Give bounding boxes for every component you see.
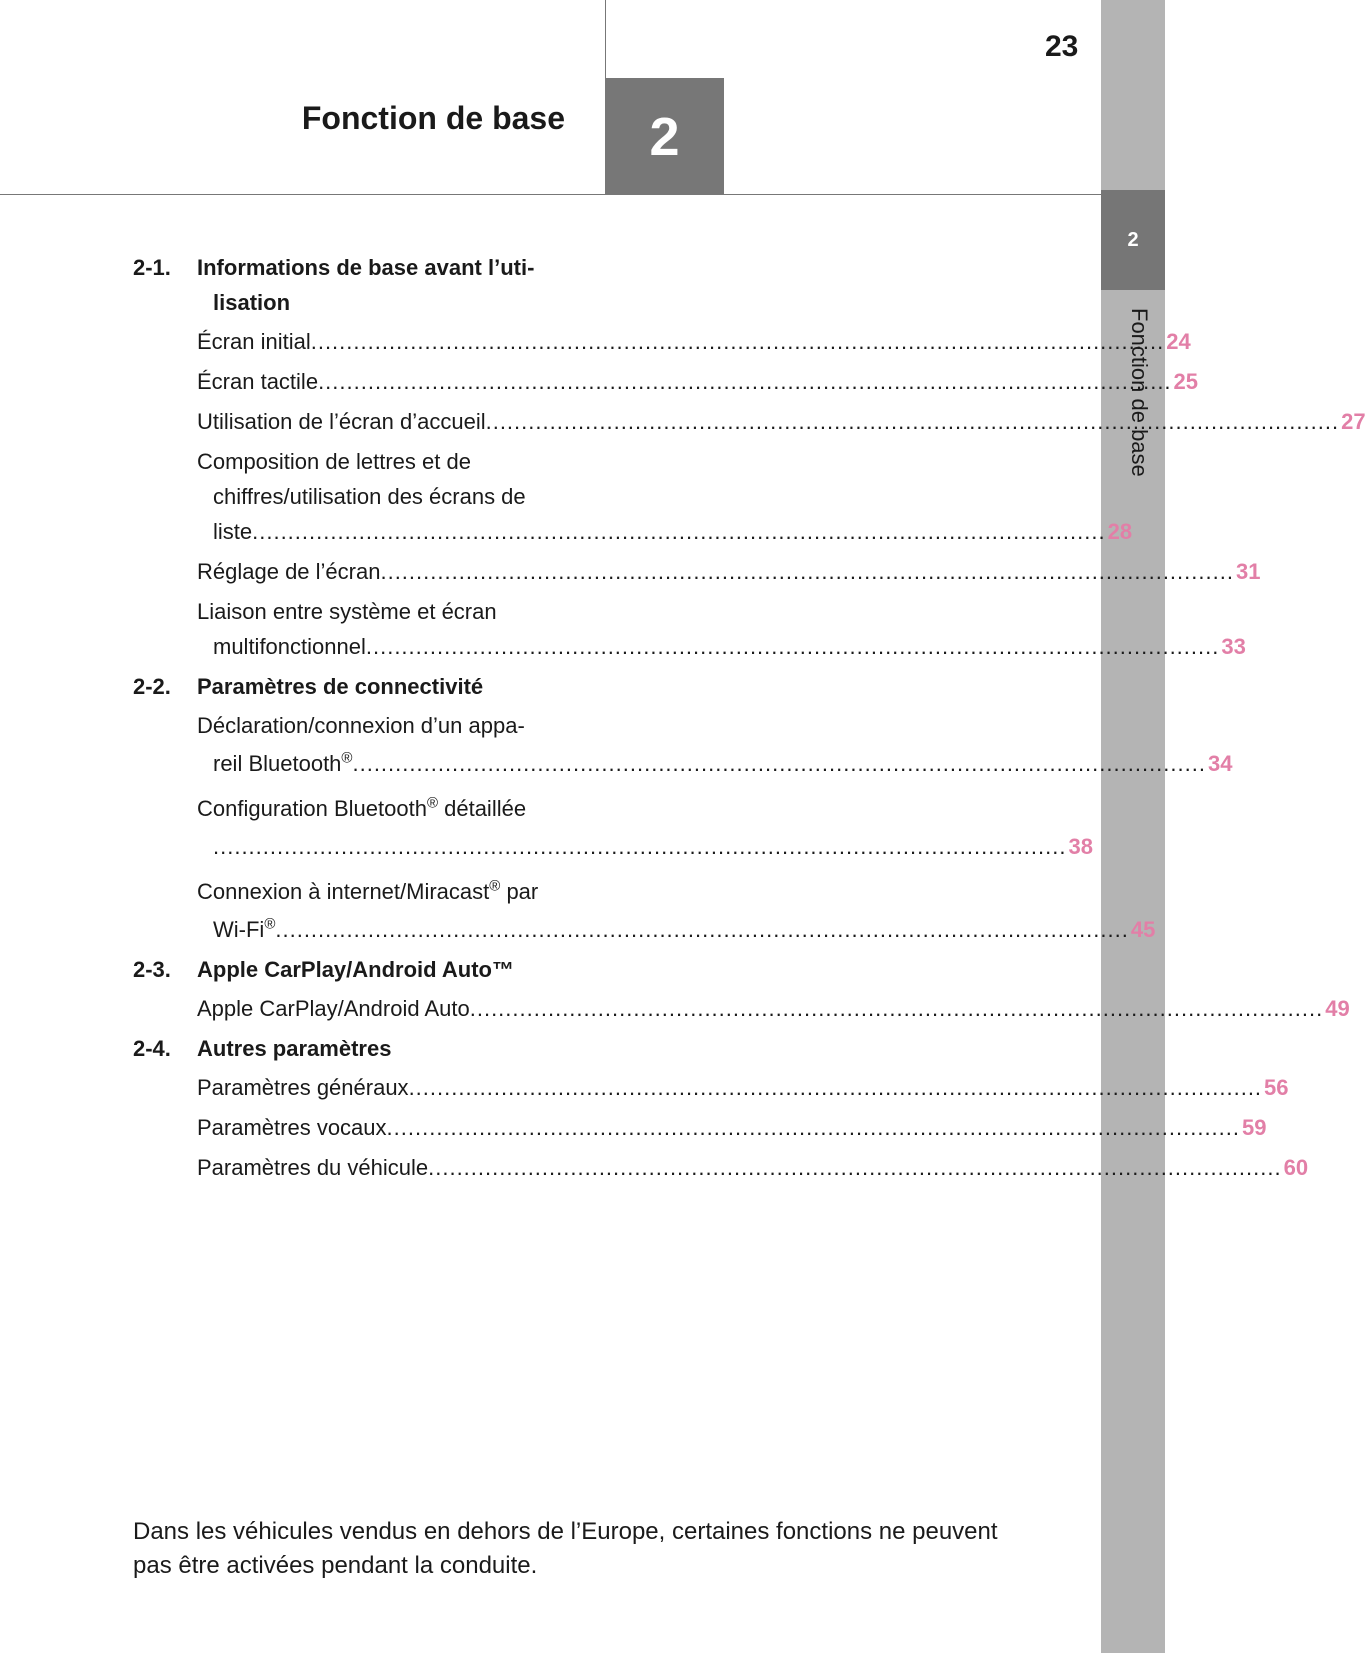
- page-link[interactable]: 45: [1130, 917, 1156, 942]
- toc-entry[interactable]: Réglage de l’écran..... 31: [133, 554, 563, 589]
- side-tab-label: Fonction de base: [1127, 308, 1152, 477]
- side-tab-active[interactable]: 2: [1101, 190, 1165, 290]
- section-number: 2-3.: [133, 957, 171, 982]
- toc-entry[interactable]: Paramètres du véhicule..... 60: [133, 1150, 563, 1185]
- toc-entry[interactable]: Paramètres généraux..... 56: [133, 1070, 563, 1105]
- section-title: Apple CarPlay/Android Auto™: [197, 957, 514, 982]
- registered-mark: ®: [426, 794, 438, 812]
- toc-entry[interactable]: Configuration Bluetooth® détaillée ..... 38: [133, 791, 563, 864]
- toc-section-2-3: [133, 952, 563, 987]
- toc-entry[interactable]: Utilisation de l’écran d’accueil..... 27: [133, 404, 563, 439]
- section-number: 2-2.: [133, 674, 171, 699]
- toc-entry[interactable]: Écran tactile..... 25: [133, 364, 563, 399]
- page-link[interactable]: 27: [1341, 409, 1366, 434]
- page-link[interactable]: 60: [1283, 1155, 1309, 1180]
- toc-entry[interactable]: Connexion à internet/Miracast® par Wi-Fi®..... 45: [133, 874, 563, 947]
- page-link[interactable]: 59: [1242, 1115, 1267, 1140]
- section-title: Informations de base avant l’uti- lisation: [197, 255, 535, 315]
- registered-mark: ®: [264, 915, 276, 933]
- toc-section-2-4: [133, 1031, 563, 1066]
- page-link[interactable]: 56: [1264, 1075, 1289, 1100]
- section-title: Paramètres de connectivité: [197, 674, 484, 699]
- page-number: 23: [1045, 30, 1079, 63]
- section-title: Autres paramètres: [197, 1036, 392, 1061]
- toc-entry[interactable]: Écran initial..... 24: [133, 324, 563, 359]
- section-number: 2-4.: [133, 1036, 171, 1061]
- page-link[interactable]: 49: [1325, 996, 1350, 1021]
- toc-entry[interactable]: Composition de lettres et de chiffres/utilisation des écrans de liste..... 28: [133, 444, 563, 549]
- footer-note: Dans les véhicules vendus en dehors de l’Europe, certaines fonctions ne peuvent pas être activées pendant la conduite.: [133, 1518, 998, 1579]
- section-number: 2-1.: [133, 255, 171, 280]
- toc-entry[interactable]: Apple CarPlay/Android Auto..... 49: [133, 991, 563, 1026]
- toc-section-2-2: [133, 669, 563, 704]
- page-link[interactable]: 25: [1173, 369, 1199, 394]
- page-link[interactable]: 24: [1166, 329, 1191, 354]
- toc-entry[interactable]: Paramètres vocaux..... 59: [133, 1110, 563, 1145]
- registered-mark: ®: [489, 877, 501, 895]
- chapter-title: Fonction de base: [301, 100, 565, 136]
- page-link[interactable]: 33: [1221, 634, 1246, 659]
- page-link[interactable]: 31: [1235, 559, 1261, 584]
- page-link[interactable]: 34: [1207, 751, 1233, 776]
- toc-entry[interactable]: Liaison entre système et écran multifonctionnel..... 33: [133, 594, 563, 664]
- toc-section-2-1: [133, 250, 563, 320]
- registered-mark: ®: [341, 749, 353, 767]
- page-link[interactable]: 28: [1107, 519, 1133, 544]
- chapter-number-box: 2: [605, 78, 724, 195]
- header-divider: [0, 194, 1101, 195]
- page-link[interactable]: 38: [1068, 834, 1093, 859]
- header-divider-vertical: [605, 0, 606, 78]
- toc-entry[interactable]: Déclaration/connexion d’un appa- reil Bluetooth®..... 34: [133, 708, 563, 781]
